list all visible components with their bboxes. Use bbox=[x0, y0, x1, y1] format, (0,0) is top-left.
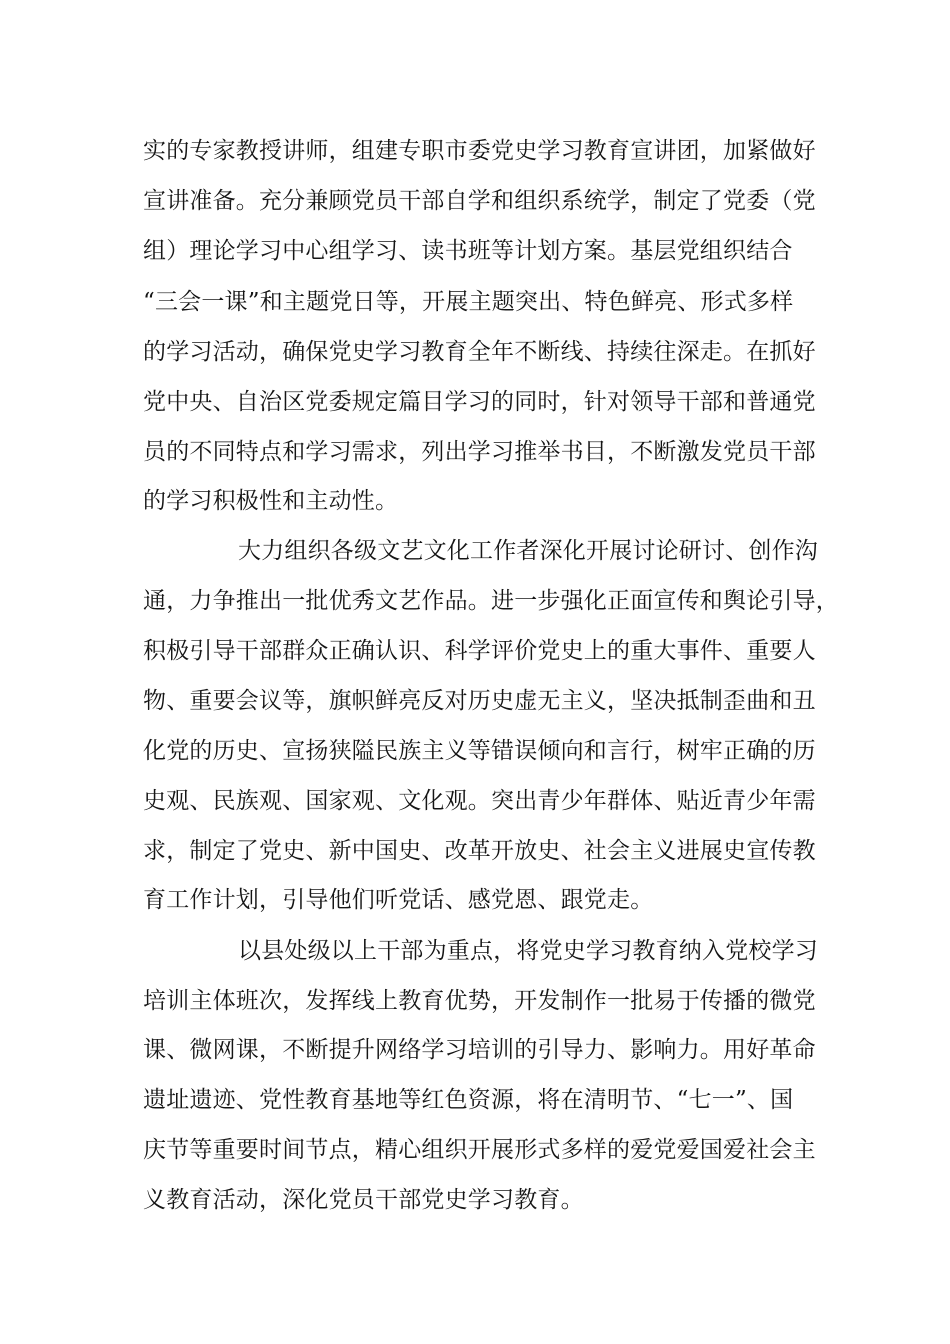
paragraph-1-line-6: 党中央、自治区党委规定篇目学习的同时，针对领导干部和普通党 bbox=[143, 389, 816, 415]
paragraph-3-line-5: 庆节等重要时间节点，精心组织开展形式多样的爱党爱国爱社会主 bbox=[143, 1137, 816, 1163]
paragraph-3-line-6: 义教育活动，深化党员干部党史学习教育。 bbox=[143, 1187, 584, 1213]
paragraph-3-line-3: 课、微网课，不断提升网络学习培训的引导力、影响力。用好革命 bbox=[143, 1037, 816, 1063]
paragraph-2-line-5: 化党的历史、宣扬狭隘民族主义等错误倾向和言行，树牢正确的历 bbox=[143, 738, 816, 764]
paragraph-2-line-1: 大力组织各级文艺文化工作者深化开展讨论研讨、创作沟 bbox=[238, 538, 818, 564]
paragraph-1-line-1: 实的专家教授讲师，组建专职市委党史学习教育宣讲团，加紧做好 bbox=[143, 138, 816, 164]
paragraph-3-line-1: 以县处级以上干部为重点，将党史学习教育纳入党校学习 bbox=[238, 938, 818, 964]
paragraph-1-line-5: 的学习活动，确保党史学习教育全年不断线、持续往深走。在抓好 bbox=[143, 339, 816, 365]
paragraph-3-line-2: 培训主体班次，发挥线上教育优势，开发制作一批易于传播的微党 bbox=[143, 988, 816, 1014]
paragraph-3-line-4: 遗址遗迹、党性教育基地等红色资源，将在清明节、“七一”、国 bbox=[143, 1087, 794, 1113]
paragraph-1-line-8: 的学习积极性和主动性。 bbox=[143, 488, 399, 514]
paragraph-2-line-3: 积极引导干部群众正确认识、科学评价党史上的重大事件、重要人 bbox=[143, 638, 816, 664]
paragraph-2-line-6: 史观、民族观、国家观、文化观。突出青少年群体、贴近青少年需 bbox=[143, 788, 816, 814]
paragraph-2-line-7: 求，制定了党史、新中国史、改革开放史、社会主义进展史宣传教 bbox=[143, 838, 816, 864]
paragraph-1-line-7: 员的不同特点和学习需求，列出学习推举书目，不断激发党员干部 bbox=[143, 439, 816, 465]
paragraph-2-line-4: 物、重要会议等，旗帜鲜亮反对历史虚无主义，坚决抵制歪曲和丑 bbox=[143, 688, 816, 714]
paragraph-2-line-8: 育工作计划，引导他们听党话、感党恩、跟党走。 bbox=[143, 887, 654, 913]
paragraph-2-line-2: 通，力争推出一批优秀文艺作品。进一步强化正面宣传和舆论引导， bbox=[143, 588, 839, 614]
paragraph-1-line-4: “三会一课”和主题党日等，开展主题突出、特色鲜亮、形式多样 bbox=[143, 289, 794, 315]
paragraph-1-line-3: 组）理论学习中心组学习、读书班等计划方案。基层党组织结合 bbox=[143, 238, 793, 264]
paragraph-1-line-2: 宣讲准备。充分兼顾党员干部自学和组织系统学，制定了党委（党 bbox=[143, 188, 816, 214]
